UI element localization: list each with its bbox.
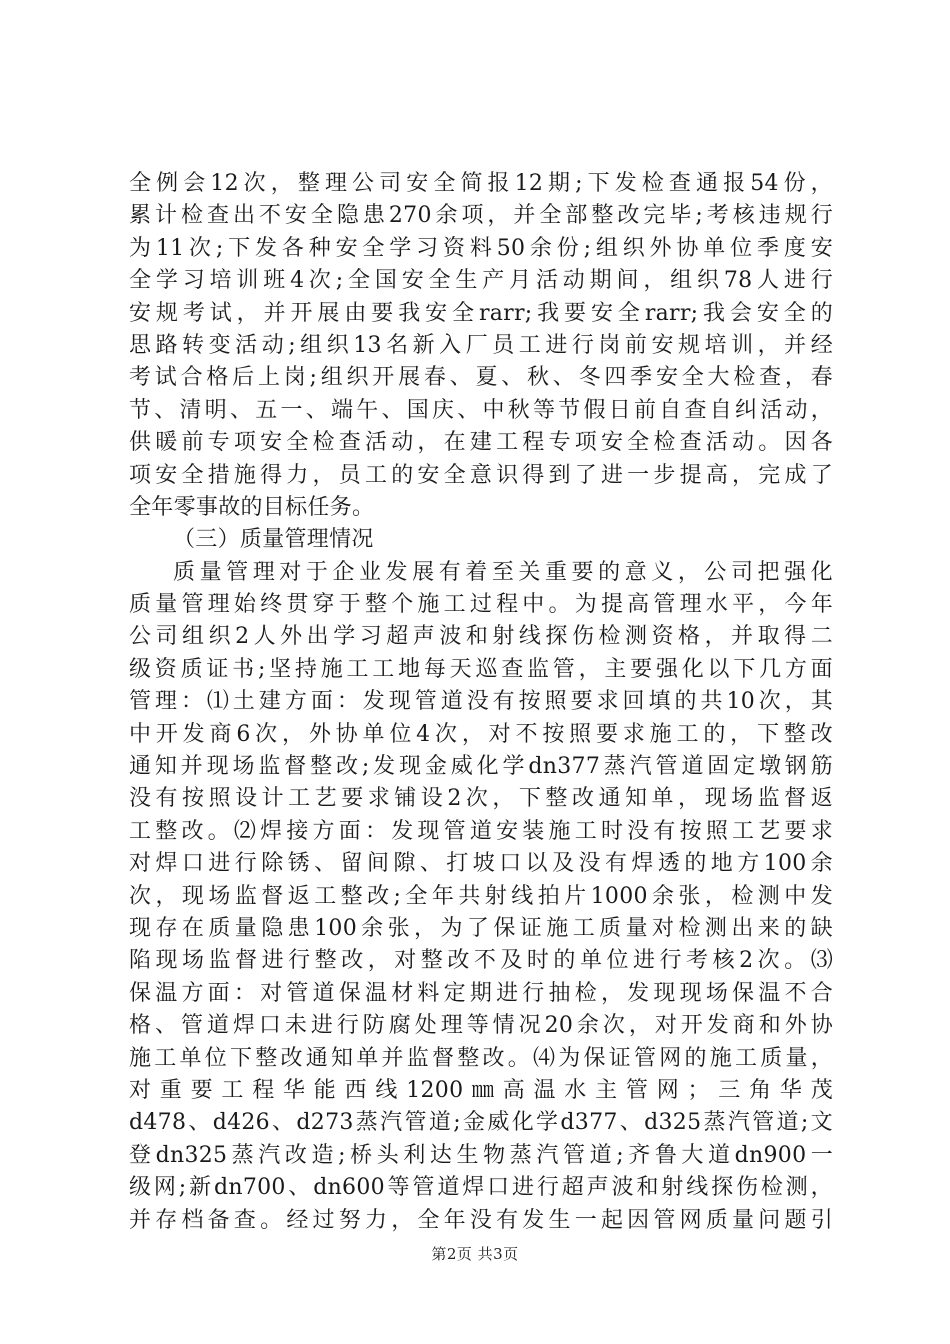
- body-line-18: 中开发商6次，外协单位4次，对不按照要求施工的，下整改: [129, 721, 833, 747]
- body-line-10: 项安全措施得力，员工的安全意识得到了进一步提高，完成了: [129, 462, 833, 488]
- body-line-30: d478、d426、d273蒸汽管道;金威化学d377、d325蒸汽管道;文: [129, 1110, 833, 1136]
- body-line-20: 没有按照设计工艺要求铺设2次，下整改通知单，现场监督返: [129, 786, 833, 812]
- body-line-29: 对重要工程华能西线1200㎜高温水主管网；三角华茂: [129, 1077, 833, 1103]
- body-line-22: 对焊口进行除锈、留间隙、打坡口以及没有焊透的地方100余: [129, 851, 833, 877]
- body-line-15: 公司组织2人外出学习超声波和射线探伤检测资格，并取得二: [129, 624, 833, 650]
- body-line-26: 保温方面：对管道保温材料定期进行抽检，发现现场保温不合: [129, 980, 833, 1006]
- body-line-24: 现存在质量隐患100余张，为了保证施工质量对检测出来的缺: [129, 915, 833, 941]
- page-footer: 第2页 共3页: [431, 1245, 519, 1263]
- body-line-13: 质量管理对于企业发展有着至关重要的意义，公司把强化: [173, 559, 833, 585]
- body-line-1: 全例会12次，整理公司安全简报12期;下发检查通报54份，: [129, 171, 833, 196]
- body-line-25: 陷现场监督进行整改，对整改不及时的单位进行考核2次。⑶: [129, 948, 833, 974]
- body-line-11: 全年零事故的目标任务。: [129, 494, 375, 520]
- body-line-14: 质量管理始终贯穿于整个施工过程中。为提高管理水平，今年: [129, 592, 833, 618]
- body-line-9: 供暖前专项安全检查活动，在建工程专项安全检查活动。因各: [129, 430, 833, 456]
- body-line-31: 登dn325蒸汽改造;桥头利达生物蒸汽管道;齐鲁大道dn900一: [129, 1142, 833, 1168]
- body-line-33: 并存档备查。经过努力，全年没有发生一起因管网质量问题引: [129, 1207, 833, 1233]
- body-line-7: 考试合格后上岗;组织开展春、夏、秋、冬四季安全大检查，春: [129, 365, 833, 391]
- document-body: [129, 168, 833, 1237]
- body-line-6: 思路转变活动;组织13名新入厂员工进行岗前安规培训，并经: [129, 332, 833, 358]
- body-line-19: 通知并现场监督整改;发现金威化学dn377蒸汽管道固定墩钢筋: [129, 754, 833, 780]
- body-line-16: 级资质证书;坚持施工工地每天巡查监管，主要强化以下几方面: [129, 656, 833, 682]
- body-line-32: 级网;新dn700、dn600等管道焊口进行超声波和射线探伤检测，: [129, 1175, 833, 1201]
- body-line-2: 累计检查出不安全隐患270余项，并全部整改完毕;考核违规行: [129, 203, 833, 229]
- body-line-28: 施工单位下整改通知单并监督整改。⑷为保证管网的施工质量，: [129, 1045, 833, 1071]
- body-line-21: 工整改。⑵焊接方面：发现管道安装施工时没有按照工艺要求: [129, 818, 833, 844]
- section-heading: （三）质量管理情况: [173, 527, 374, 553]
- body-line-8: 节、清明、五一、端午、国庆、中秋等节假日前自查自纠活动，: [129, 397, 833, 423]
- body-line-4: 全学习培训班4次;全国安全生产月活动期间，组织78人进行: [129, 268, 833, 294]
- body-line-23: 次，现场监督返工整改;全年共射线拍片1000余张，检测中发: [129, 883, 833, 909]
- body-line-3: 为11次;下发各种安全学习资料50余份;组织外协单位季度安: [129, 235, 833, 261]
- body-line-27: 格、管道焊口未进行防腐处理等情况20余次，对开发商和外协: [129, 1013, 833, 1039]
- body-line-5: 安规考试，并开展由要我安全rarr;我要安全rarr;我会安全的: [129, 300, 833, 326]
- body-line-17: 管理：⑴土建方面：发现管道没有按照要求回填的共10次，其: [129, 689, 833, 715]
